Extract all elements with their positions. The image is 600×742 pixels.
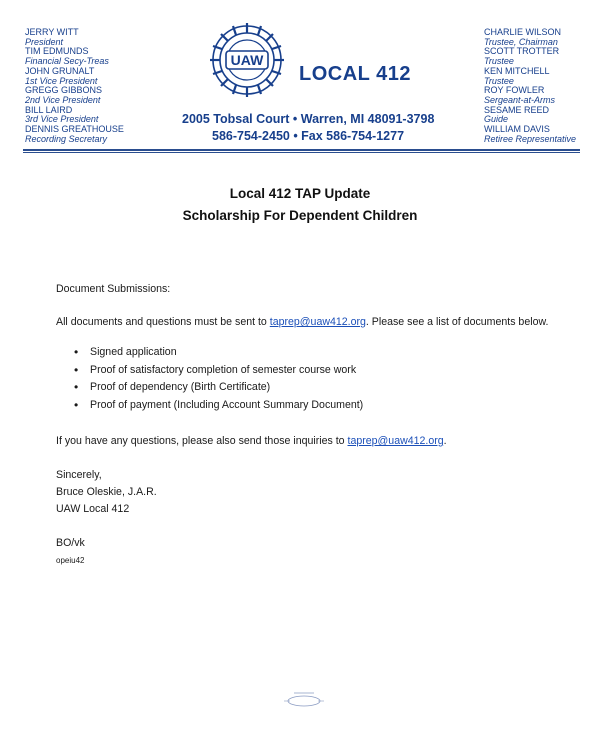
officer-title: Trustee, Chairman [484, 36, 558, 47]
list-item: • Proof of satisfactory completion of semester course work [72, 364, 363, 382]
officers-right [484, 28, 576, 144]
union-tag: opeiu42 [56, 556, 85, 565]
svg-text:UAW: UAW [230, 52, 264, 68]
document-subtitle: Scholarship For Dependent Children [182, 208, 418, 223]
header-divider [23, 149, 580, 153]
document-list [72, 346, 363, 416]
list-item: • Signed application [72, 346, 363, 364]
officer-name: JOHN GRUNALT [25, 65, 95, 76]
officer-title: Guide [484, 114, 509, 125]
email-link[interactable]: taprep@uaw412.org [269, 316, 366, 328]
officer-title: President [25, 36, 64, 47]
email-link[interactable]: taprep@uaw412.org [347, 435, 444, 447]
officer-name: BILL LAIRD [25, 104, 73, 115]
intro-text-end: . Please see a list of documents below. [365, 316, 549, 328]
union-phone: 586-754-2450 • Fax 586-754-1277 [212, 129, 405, 143]
officer-title: Retiree Representative [484, 133, 577, 144]
union-address: 2005 Tobsal Court • Warren, MI 48091-3798 [182, 112, 435, 126]
officer-title: Sergeant-at-Arms [484, 94, 556, 105]
officer-name: GREGG GIBBONS [25, 85, 103, 96]
officer-title: 3rd Vice President [25, 114, 99, 125]
questions-text-end: . [443, 435, 447, 447]
officer-title: 1st Vice President [25, 75, 98, 86]
officer-name: WILLIAM DAVIS [484, 124, 550, 135]
officer-name: ROY FOWLER [484, 85, 545, 96]
closing: Sincerely, [56, 469, 102, 481]
questions-paragraph [56, 435, 447, 447]
document-title: Local 412 TAP Update [229, 186, 371, 201]
intro-text: All documents and questions must be sent to [56, 316, 270, 328]
list-item: • Proof of payment (Including Account Summary Document) [72, 399, 363, 417]
officer-name: SESAME REED [484, 104, 550, 115]
signer-name: Bruce Oleskie, J.A.R. [56, 486, 157, 498]
intro-paragraph [56, 316, 548, 328]
list-item: • Proof of dependency (Birth Certificate) [72, 381, 363, 399]
officer-title: Financial Secy-Treas [25, 56, 109, 67]
officer-title: 2nd Vice President [25, 94, 101, 105]
officer-title: Trustee [484, 56, 514, 67]
officer-name: KEN MITCHELL [484, 65, 550, 76]
questions-text: If you have any questions, please also send those inquiries to [56, 435, 348, 447]
signer-org: UAW Local 412 [56, 503, 130, 515]
officer-name: JERRY WITT [25, 27, 79, 37]
uaw-logo-icon [209, 22, 285, 98]
officer-title: Recording Secretary [25, 133, 108, 144]
local-title: LOCAL 412 [299, 63, 411, 85]
officer-name: CHARLIE WILSON [484, 27, 562, 37]
initials: BO/vk [56, 537, 85, 549]
section-heading: Document Submissions: [56, 283, 171, 295]
officer-name: SCOTT TROTTER [484, 46, 560, 57]
union-label-icon [280, 690, 328, 708]
officer-name: TIM EDMUNDS [25, 46, 89, 57]
officers-left [25, 28, 124, 144]
officer-name: DENNIS GREATHOUSE [25, 124, 124, 135]
officer-title: Trustee [484, 75, 514, 86]
